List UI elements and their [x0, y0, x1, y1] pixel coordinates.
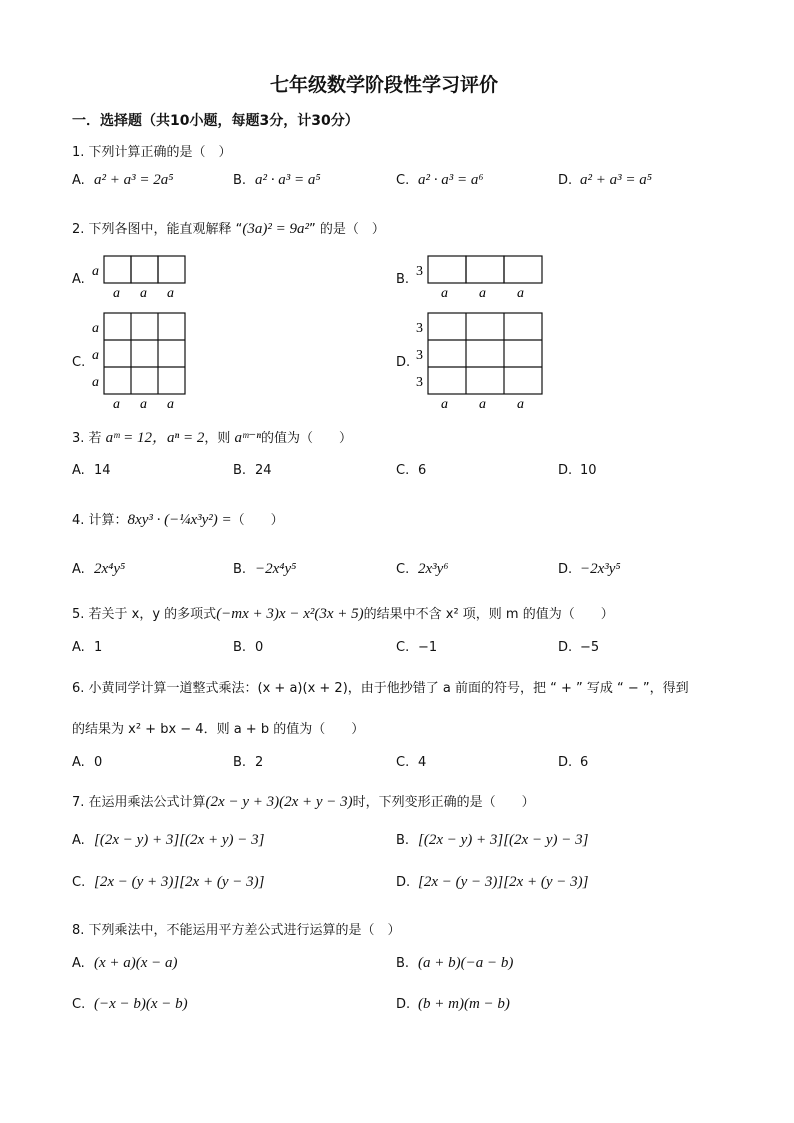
stem-text: 3. 若 [72, 431, 106, 446]
option-label: B. [233, 755, 247, 770]
diagram-c [88, 310, 198, 410]
option-math: (−x − b)(x − b) [94, 996, 188, 1012]
option-math: a² · a³ = a⁵ [255, 172, 321, 188]
stem-math: aᵐ⁻ⁿ [234, 430, 261, 446]
option-text: 1 [94, 640, 103, 655]
q1-option-a[interactable] [72, 172, 173, 189]
q2-option-c-label[interactable]: C. [72, 355, 86, 370]
side-label: a [92, 375, 99, 390]
q6-option-a[interactable] [72, 755, 102, 770]
option-text: 24 [255, 463, 272, 478]
stem-math: (2x − y + 3)(2x + y − 3) [205, 794, 353, 810]
option-label: B. [396, 956, 410, 971]
question-6-stem-line2: 的结果为 x² + bx − 4．则 a + b 的值为（ ） [72, 722, 365, 737]
q8-option-b[interactable] [396, 955, 513, 972]
diagram-b [414, 254, 549, 302]
stem-math: (3a)² = 9a² [242, 221, 310, 237]
q5-option-c[interactable] [396, 640, 437, 655]
option-text: −1 [418, 640, 438, 655]
q2-option-a-label[interactable]: A. [72, 272, 85, 287]
q1-option-c[interactable] [396, 172, 484, 189]
stem-text: （ ） [231, 513, 284, 528]
bottom-label: a [517, 397, 524, 410]
question-2-stem [72, 218, 385, 238]
option-math: (b + m)(m − b) [418, 996, 510, 1012]
q6-option-d[interactable] [558, 755, 588, 770]
option-label: D. [558, 463, 573, 478]
option-math: −2x³y⁵ [580, 561, 621, 577]
option-label: A. [72, 463, 85, 478]
option-label: A. [72, 755, 85, 770]
q7-option-b[interactable] [396, 832, 588, 849]
bottom-label: a [479, 286, 486, 301]
option-label: D. [558, 755, 573, 770]
option-label: C. [72, 997, 86, 1012]
q5-option-a[interactable] [72, 640, 102, 655]
q2-option-d-label[interactable]: D. [396, 355, 411, 370]
bottom-label: a [113, 286, 120, 301]
bottom-label: a [140, 397, 147, 410]
q8-option-d[interactable] [396, 996, 510, 1013]
side-label: a [92, 348, 99, 363]
q8-option-a[interactable] [72, 955, 178, 972]
option-text: 6 [580, 755, 589, 770]
q1-option-b[interactable] [233, 172, 321, 189]
q3-option-d[interactable] [558, 463, 597, 478]
stem-text: 的结果中不含 x² 项，则 m 的值为（ ） [363, 607, 614, 622]
option-label: D. [558, 173, 573, 188]
question-6-stem-line1: 6. 小黄同学计算一道整式乘法：(x + a)(x + 2)，由于他抄错了 a 前面的符号，把 “ + ” 写成 “ − ”，得到 [72, 681, 689, 696]
option-label: A. [72, 640, 85, 655]
bottom-label: a [441, 286, 448, 301]
side-label: a [92, 321, 99, 336]
side-label: a [92, 264, 99, 279]
q3-option-b[interactable] [233, 463, 272, 478]
option-label: D. [396, 997, 411, 1012]
side-label: 3 [416, 348, 423, 363]
option-math: [2x − (y + 3)][2x + (y − 3)] [94, 874, 265, 890]
bottom-label: a [517, 286, 524, 301]
option-label: D. [558, 640, 573, 655]
q3-option-c[interactable] [396, 463, 426, 478]
option-math: −2x⁴y⁵ [255, 561, 297, 577]
question-3-stem [72, 426, 352, 447]
diagram-a [88, 254, 198, 302]
bottom-label: a [167, 286, 174, 301]
q7-option-d[interactable] [396, 874, 588, 891]
stem-math: aᵐ = 12，aⁿ = 2 [105, 430, 205, 446]
option-label: A. [72, 173, 85, 188]
question-4-stem [72, 509, 284, 529]
side-label: 3 [416, 321, 423, 336]
option-math: [(2x − y) + 3][(2x − y) − 3] [418, 832, 589, 848]
option-math: 2x³y⁶ [418, 561, 449, 577]
option-label: C. [396, 173, 410, 188]
q4-option-c[interactable] [396, 561, 449, 578]
option-math: a² · a³ = a⁶ [418, 172, 484, 188]
q3-option-a[interactable] [72, 463, 111, 478]
q7-option-c[interactable] [72, 874, 264, 891]
q8-option-c[interactable] [72, 996, 188, 1013]
option-label: B. [233, 640, 247, 655]
option-math: (a + b)(−a − b) [418, 955, 514, 971]
side-label: 3 [416, 375, 423, 390]
q6-option-c[interactable] [396, 755, 426, 770]
option-text: 0 [255, 640, 264, 655]
q4-option-a[interactable] [72, 561, 125, 578]
option-text: 6 [418, 463, 427, 478]
option-text: 14 [94, 463, 111, 478]
option-math: (x + a)(x − a) [94, 955, 178, 971]
option-label: B. [233, 562, 247, 577]
option-label: A. [72, 562, 85, 577]
bottom-label: a [140, 286, 147, 301]
stem-text: ” 的是（ ） [309, 222, 385, 237]
option-label: C. [396, 463, 410, 478]
stem-text: ，则 [204, 431, 235, 446]
option-math: a² + a³ = 2a⁵ [94, 172, 174, 188]
stem-text: 时，下列变形正确的是（ ） [352, 795, 535, 810]
stem-text: 5. 若关于 x，y 的多项式 [72, 607, 217, 622]
question-7-stem [72, 791, 535, 811]
q2-option-b-label[interactable]: B. [396, 272, 410, 287]
q4-option-b[interactable] [233, 561, 296, 578]
option-text: 4 [418, 755, 427, 770]
option-label: C. [396, 755, 410, 770]
diagram-d [414, 310, 549, 410]
option-label: C. [396, 640, 410, 655]
option-label: C. [396, 562, 410, 577]
question-5-stem [72, 603, 614, 623]
option-label: D. [396, 875, 411, 890]
option-label: D. [558, 562, 573, 577]
stem-math: 8xy³ · (−¼x³y²) = [127, 512, 232, 528]
stem-text: 7. 在运用乘法公式计算 [72, 795, 206, 810]
option-label: C. [72, 875, 86, 890]
option-text: 10 [580, 463, 597, 478]
bottom-label: a [479, 397, 486, 410]
option-text: 2 [255, 755, 264, 770]
side-label: 3 [416, 264, 423, 279]
option-text: 0 [94, 755, 103, 770]
option-math: [(2x − y) + 3][(2x + y) − 3] [94, 832, 265, 848]
stem-text: 4. 计算： [72, 513, 128, 528]
q5-option-d[interactable] [558, 640, 599, 655]
question-1-stem: 1. 下列计算正确的是（ ） [72, 145, 232, 160]
bottom-label: a [113, 397, 120, 410]
stem-text: 的值为（ ） [260, 431, 352, 446]
page-title: 七年级数学阶段性学习评价 [270, 74, 499, 96]
option-math: a² + a³ = a⁵ [580, 172, 652, 188]
stem-math: (−mx + 3)x − x²(3x + 5) [216, 606, 364, 622]
q4-option-d[interactable] [558, 561, 621, 578]
option-math: 2x⁴y⁵ [94, 561, 126, 577]
q7-option-a[interactable] [72, 832, 264, 849]
option-label: A. [72, 833, 85, 848]
bottom-label: a [441, 397, 448, 410]
option-label: B. [396, 833, 410, 848]
section-heading: 一．选择题（共10小题，每题3分，计30分） [72, 113, 359, 129]
option-label: B. [233, 173, 247, 188]
stem-text: 2. 下列各图中，能直观解释 “ [72, 222, 243, 237]
q6-option-b[interactable] [233, 755, 263, 770]
q5-option-b[interactable] [233, 640, 263, 655]
option-label: B. [233, 463, 247, 478]
option-text: −5 [580, 640, 600, 655]
option-label: A. [72, 956, 85, 971]
bottom-label: a [167, 397, 174, 410]
question-8-stem: 8. 下列乘法中，不能运用平方差公式进行运算的是（ ） [72, 923, 401, 938]
option-math: [2x − (y − 3)][2x + (y − 3)] [418, 874, 589, 890]
q1-option-d[interactable] [558, 172, 652, 189]
